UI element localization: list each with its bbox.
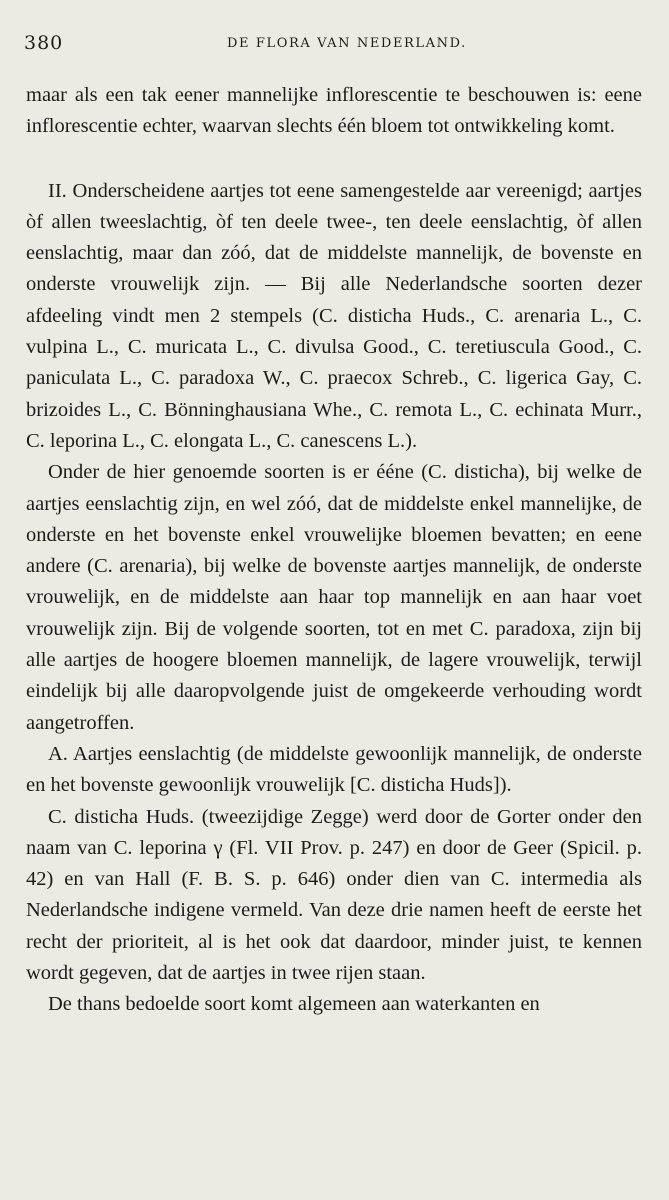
paragraph-group-a: A. Aartjes eenslachtig (de middelste gewoonlijk mannelijk, de onderste en het bovenste gewoonlijk vrouwelijk [C. disticha Huds]).	[26, 742, 642, 797]
paragraph-section-ii: II. Onderscheidene aartjes tot eene samengestelde aar vereenigd; aartjes òf allen tweeslachtig, òf ten deele twee-, ten deele eenslachtig, òf allen eenslachtig, maar dan zóó, dat de middelste mannelijk, de bovenste en onderste vrouwelijk zijn. — Bij alle Nederlandsche soorten dezer afdeeling vindt men 2 stempels (C. disticha Huds., C. arenaria L., C. vulpina L., C. muricata L., C. divulsa Good., C. teretiuscula Good., C. paniculata L., C. paradoxa W., C. praecox Schreb., C. ligerica Gay, C. brizoides L., C. Bönninghausiana Whe., C. remota L., C. echinata Murr., C. leporina L., C. elongata L., C. canescens L.).	[26, 179, 642, 452]
paragraph-intro: maar als een tak eener mannelijke inflorescentie te beschouwen is: eene inflorescentie echter, waarvan slechts één bloem tot ontwikkeling komt.	[26, 84, 642, 138]
paragraph-final: De thans bedoelde soort komt algemeen aan waterkanten en	[48, 993, 540, 1016]
running-title: DE FLORA VAN NEDERLAND.	[227, 36, 467, 51]
paragraph-carex-disticha: C. disticha Huds. (tweezijdige Zegge) werd door de Gorter onder den naam van C. leporina γ (Fl. VII Prov. p. 247) en door de Geer (Spicil. p. 42) en van Hall (F. B. S. p. 646) onder dien van C. intermedia als Nederlandsche indigene vermeld. Van deze drie namen heeft de eerste het recht der prioriteit, al is het ook dat daardoor, minder juist, te kennen wordt gegeven, dat de aartjes in twee rijen staan.	[26, 805, 642, 985]
page-header	[24, 32, 639, 56]
paragraph-species-flowers: Onder de hier genoemde soorten is er ééne (C. disticha), bij welke de aartjes eenslachtig zijn, en wel zóó, dat de middelste enkel mannelijke, de onderste en het bovenste enkel vrouwelijke bloemen bevatten; en eene andere (C. arenaria), bij welke de bovenste aartjes mannelijk, de onderste vrouwelijk, en de middelste aan haar top mannelijk en aan haar voet vrouwelijk zijn. Bij de volgende soorten, tot en met C. paradoxa, zijn bij alle aartjes de hoogere bloemen mannelijk, de lagere vrouwelijk, terwijl eindelijk bij alle daaropvolgende juist de omgekeerde verhouding wordt aangetroffen.	[26, 461, 642, 734]
page-number: 380	[24, 32, 64, 54]
body-text	[26, 80, 642, 1021]
